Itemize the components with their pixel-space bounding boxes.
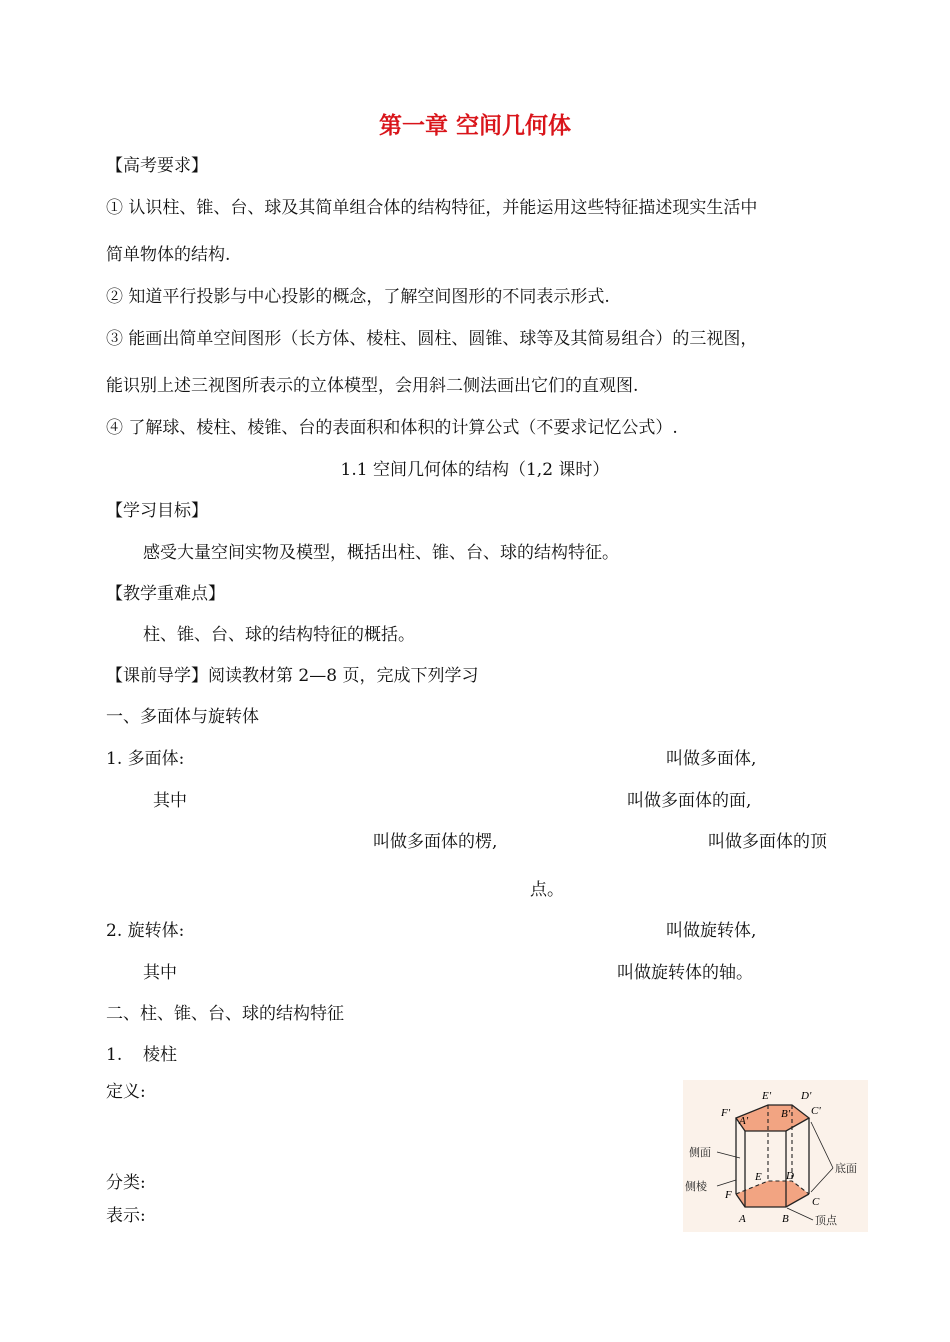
faces-suffix: 叫做多面体的面, [627, 791, 752, 811]
vertices-text: 叫做多面体的顶 [708, 832, 827, 852]
key-points-text: 柱、锥、台、球的结构特征的概括。 [143, 625, 415, 645]
rotation-label: 2. 旋转体: [106, 921, 185, 941]
faces-prefix: 其中 [153, 791, 187, 811]
label-d: D [786, 1170, 794, 1182]
requirement-4: ④ 了解球、棱柱、棱锥、台的表面积和体积的计算公式（不要求记忆公式）. [106, 418, 678, 438]
section-title: 1.1 空间几何体的结构（1,2 课时） [340, 460, 610, 480]
polyhedron-definition: 叫做多面体, [666, 749, 757, 769]
requirement-1-line-1: ① 认识柱、锥、台、球及其简单组合体的结构特征，并能运用这些特征描述现实生活中 [106, 198, 758, 218]
prism-label: 棱柱 [143, 1045, 177, 1065]
key-points-heading: 【教学重难点】 [106, 584, 225, 604]
axis-suffix: 叫做旋转体的轴。 [617, 963, 753, 983]
label-c: C [812, 1196, 820, 1208]
requirement-1-line-2: 简单物体的结构. [106, 245, 231, 265]
label-e: E [755, 1171, 762, 1183]
part-1-heading: 一、多面体与旋转体 [106, 707, 259, 727]
label-base: 底面 [835, 1162, 857, 1175]
requirement-3-line-1: ③ 能画出简单空间图形（长方体、棱柱、圆柱、圆锥、球等及其简易组合）的三视图， [106, 329, 758, 349]
polyhedron-label: 1. 多面体: [106, 749, 185, 769]
label-a-prime: A' [739, 1115, 749, 1127]
vertices-end: 点。 [530, 880, 564, 900]
page-title: 第一章 空间几何体 [378, 113, 571, 139]
label-a: A [739, 1213, 746, 1225]
label-c-prime: C' [811, 1105, 821, 1117]
label-e-prime: E' [762, 1090, 772, 1102]
preview-instruction: 【课前导学】阅读教材第 2—8 页，完成下列学习 [106, 666, 479, 686]
objectives-heading: 【学习目标】 [106, 501, 208, 521]
label-lateral-edge: 侧棱 [685, 1180, 707, 1193]
requirement-2: ② 知道平行投影与中心投影的概念，了解空间图形的不同表示形式. [106, 287, 610, 307]
prism-number: 1. [106, 1045, 123, 1065]
axis-prefix: 其中 [143, 963, 177, 983]
classification-label: 分类: [106, 1173, 146, 1193]
rotation-definition: 叫做旋转体, [666, 921, 757, 941]
definition-label: 定义: [106, 1082, 146, 1102]
label-f: F [725, 1189, 732, 1201]
notation-label: 表示: [106, 1206, 146, 1226]
label-d-prime: D' [801, 1090, 812, 1102]
edges-text: 叫做多面体的楞, [373, 832, 498, 852]
requirement-3-line-2: 能识别上述三视图所表示的立体模型，会用斜二侧法画出它们的直观图. [106, 376, 639, 396]
objectives-text: 感受大量空间实物及模型，概括出柱、锥、台、球的结构特征。 [143, 543, 619, 563]
label-lateral-face: 侧面 [689, 1146, 711, 1159]
label-vertex: 顶点 [815, 1214, 837, 1227]
part-2-heading: 二、柱、锥、台、球的结构特征 [106, 1004, 344, 1024]
label-b: B [782, 1213, 789, 1225]
label-f-prime: F' [721, 1107, 731, 1119]
label-b-prime: B' [781, 1108, 791, 1120]
requirements-heading: 【高考要求】 [106, 156, 208, 176]
hexagonal-prism-figure [683, 1080, 868, 1232]
